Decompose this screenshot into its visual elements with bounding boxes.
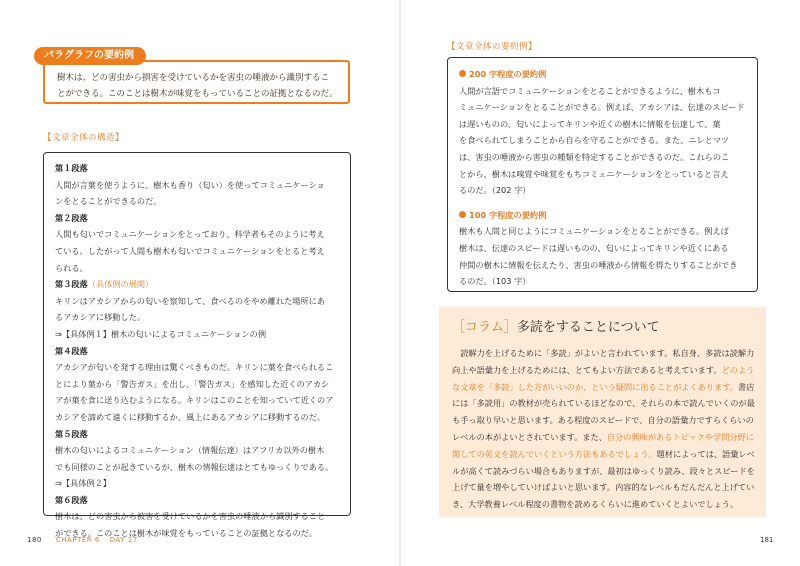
column-box: [439, 307, 766, 517]
paragraph-summary-line: とができる。このことは樹木が味覚をもっていることの証拠となるのだ。: [57, 89, 338, 99]
summary-line: 人間が言語でコミュニケーションをとることができるように、樹木もコ: [459, 85, 721, 96]
book-gutter: [399, 0, 401, 566]
structure-label: 【文章全体の構造】: [43, 133, 125, 143]
column-body: [452, 345, 756, 513]
summary-line: は、害虫の唾液から害虫の種類を特定することができるのだ。これらのこ: [459, 151, 730, 162]
structure-heading-row: [55, 276, 340, 293]
structure-line: とにより葉から「警告ガス」を出し、「警告ガス」を感知した近くのアカシ: [55, 378, 330, 389]
structure-line: 樹木の匂いによるコミュニケーション（情報伝達）はアフリカ以外の樹木: [55, 445, 325, 456]
summary-line: を食べられてしまうことから自らを守ることができる。また、ニレとマツ: [459, 135, 729, 146]
structure-line: ⇒【具体例１】樹木の匂いによるコミュニケーションの例: [55, 328, 267, 339]
whole-summary-box: [447, 57, 758, 292]
structure-line: ンをとることができるのだ。: [55, 196, 162, 207]
summary-line: とから、樹木は嗅覚や味覚をもちコミュニケーションをとっていると言え: [459, 168, 729, 179]
structure-line: 人間も匂いでコミュニケーションをとっており、科学者もそのように考え: [55, 229, 325, 240]
paragraph-summary-tag: パラグラフの要約例: [34, 47, 146, 65]
summary-line: ミュニケーションをとることができる。例えば、アカシアは、伝達のスピード: [459, 102, 745, 113]
structure-line: ⇒【具体例２】: [55, 478, 111, 489]
structure-line: 人間が言葉を使うように、樹木も香り（匂い）を使ってコミュニケーショ: [55, 179, 325, 190]
page-number: 180: [27, 536, 42, 544]
summary-line: るのだ。（202 字）: [459, 185, 531, 196]
summary-200-heading: 200 字程度の要約例: [469, 69, 547, 79]
summary-line: 樹木は、伝達のスピードは遅いものの、匂いによってキリンや近くにある: [459, 242, 729, 253]
summary-line: 仲間の樹木に情報を伝えたり、害虫の唾液から情報を得たりすることができ: [459, 259, 738, 270]
structure-line: 樹木は、どの害虫から被害を受けているかを害虫の唾液から識別すること: [55, 511, 326, 522]
column-title-row: [452, 317, 756, 339]
column-text: 書店には「多読用」の教材が売られているほどなので、それらの本で読んでいくのが最も手っ取り早いと思います。ある程度のスピードで、自分の語彙力ですらくらいのレベルの本がよいとされています。また、: [452, 381, 755, 442]
paragraph-summary-line: 樹木は、どの害虫から損害を受けているかを害虫の唾液から識別するこ: [57, 73, 330, 83]
structure-line: カシアを諦めて遠くに移動するか、風上にあるアカシアに移動するのだ。: [55, 411, 326, 422]
structure-line: でも同様のことが起きているが、樹木の情報伝達はとてもゆっくりである。: [55, 461, 334, 472]
summary-line: 樹木も人間と同じようにコミュニケーションをとることができる。例えば: [459, 226, 729, 237]
structure-line: アが葉を食に送り込むようになる。キリンはこのことを知っていて近くのア: [55, 395, 334, 406]
structure-line: ている。したがって人間も樹木も匂いでコミュニケーションをとると考え: [55, 245, 325, 256]
structure-heading: 第３段落: [55, 279, 88, 290]
structure-heading: 第４段落: [55, 345, 88, 356]
bullet-dot-icon: [459, 70, 466, 77]
chapter-label: CHAPTER 6: [55, 536, 100, 544]
structure-heading: 第１段落: [55, 163, 88, 173]
structure-heading: 第５段落: [55, 428, 88, 439]
structure-heading: 第２段落: [55, 212, 88, 223]
structure-heading: 第６段落: [55, 494, 88, 505]
summary-line: るのだ。（103 字）: [459, 276, 531, 287]
column-title: 多読をすることについて: [516, 320, 660, 335]
column-tag: ［コラム］: [452, 320, 517, 335]
structure-line: アカシアが匂いを発する理由は驚くべきものだ。キリンに葉を食べられるこ: [55, 362, 334, 373]
structure-line: キリンはアカシアからの匂いを察知して、食べるのをやめ離れた場所にあ: [55, 295, 325, 306]
summary-100-heading: 100 字程度の要約例: [469, 209, 547, 220]
left-footer: [27, 536, 138, 544]
structure-line: られる。: [55, 262, 88, 273]
whole-summary-label: 【文章全体の要約例】: [447, 42, 538, 52]
structure-line: ができる。このことは樹木が味覚をもっていることの証拠となるのだ。: [55, 528, 318, 539]
summary-200-heading-row: [459, 66, 748, 83]
column-text-highlight: 自分の興味があるトピックや学問分野に関しての英文を読んでいくという方法もあるでしょう。: [452, 431, 754, 459]
column-text: 読解力を上げるために「多読」がよいと言われています。私自身、多読は読解力向上や語彙力を上げるためには、とてもよい方法であると考えています。: [452, 348, 755, 375]
column-text-highlight: どのような文章を「多読」した方がいいのか、という疑問に出ることがよくあります。: [452, 364, 755, 392]
structure-box: [43, 152, 351, 539]
spacer: [459, 199, 748, 207]
structure-heading-suffix: （具体例の展開）: [87, 279, 154, 290]
paragraph-summary-box: [43, 60, 350, 104]
summary-line: は遅いものの、匂いによってキリンや近くの樹木に情報を伝達して、葉: [459, 118, 721, 129]
column-text: 題材によっては、語彙レベルが高くて読みづらい場合もありますが、最初はゆっくり読み、段々とスピードを上げて量を増やしていけばよいと思います。内容的なレベルもだんだんと上げていき、大学教養レベル程度の書物を読めるくらいに進めていくとよいでしょう。: [452, 448, 755, 510]
right-footer-page-number: 181: [760, 536, 774, 544]
day-label: DAY 17: [109, 536, 138, 544]
bullet-dot-icon: [459, 211, 466, 218]
structure-line: るアカシアに移動した。: [55, 312, 145, 323]
summary-100-heading-row: [459, 207, 748, 224]
